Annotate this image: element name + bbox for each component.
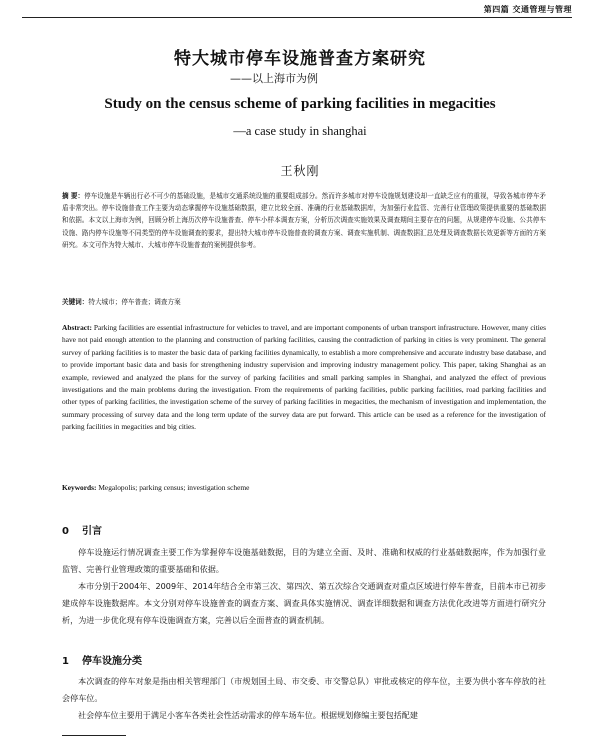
section-title: 引言: [82, 526, 102, 537]
section-number: 0: [62, 526, 69, 537]
keywords-cn-text: 特大城市；停车普查；调查方案: [88, 298, 181, 306]
paragraph: [62, 578, 546, 629]
section-heading-classification: [62, 652, 142, 667]
keywords-cn: [62, 296, 546, 306]
paragraph-text: 本市分别于2004年、2009年、2014年结合全市第三次、第四次、第五次综合交通调查对重点区域进行停车普查，目前本市已初步建成停车设施数据库。本文分别对停车设施普查的调查方案、调查具体实施情况、调查详细数据和调查方法优化改进等方面进行研究分析，为进一步优化现有停车设施调查方案，完善以后全面普查的调查机制。: [62, 581, 546, 625]
paper-title-cn: 特大城市停车设施普查方案研究: [174, 49, 426, 69]
paper-subtitle-en: —a case study in shanghai: [233, 124, 367, 138]
paragraph: [62, 673, 546, 707]
section-number: 1: [62, 656, 69, 667]
paragraph-text: 本次调查的停车对象是指由相关管理部门（市规划国土局、市交委、市交警总队）审批或核定的停车位，主要为供小客车停放的社会停车位。: [62, 676, 546, 703]
abstract-en-text: Parking facilities are essential infrastructure for vehicles to travel, and are important components of urban transport infrastructure. However, many cities have not paid enough attention to the planning and construction of parking facilities, causing the contradiction of parking in cities is very prominent. The general survey of parking facilities is to master the basic data of parking facilities dynamically, to establish a more comprehensive and accurate industry base database, and to provide important basic data and basis for strengthening industry supervision and improving industry management policy. This paper, taking Shanghai as an example, reviewed and analyzed the plans for the survey of parking facilities and small parking samples in Shanghai, and analyzed the effect of previous investigations and the main problems during the investigation. From the requirements of parking facilities, public parking facilities, road parking facilities and other types of parking facilities, the investigation scheme of the survey of parking facilities in megacities, the mechanism of investigation and implementation, the summary processing of survey data and the long term update of the survey data are put forward. This article can be used as a reference for the investigation of parking facilities in megacities and big cities.: [62, 323, 546, 432]
abstract-cn-text: 停车设施是车辆出行必不可少的基础设施，是城市交通系统设施的重要组成部分。然而许多城市对停车设施规划建设却一直缺乏应有的重视，导致各城市停车矛盾非常突出。停车设施普查工作主要为动态掌握停车设施基础数据，建立比较全面、准确的行业基础数据库，为加强行业监管、完善行业管理政策提供重要的基础数据和依据。本文以上海市为例，回顾分析上海历次停车设施普查、停车小样本调查方案，分析历次调查实施效果及调查期间主要存在的问题，从规建停车设施、公共停车设施、路内停车设施等不同类型的停车设施调查的要求，提出特大城市停车设施普查的调查方案、调查实施机制、调查数据汇总处理及调查数据长效更新等方面的方案研究。本文可作为特大城市、大城市停车设施普查的案例提供参考。: [62, 192, 547, 249]
section-heading-introduction: [62, 522, 102, 537]
keywords-en-label: Keywords:: [62, 483, 97, 492]
header-rule: [22, 17, 572, 18]
running-header: [0, 4, 590, 18]
header-section-title: 第四篇 交通管理与管理: [483, 5, 572, 14]
abstract-cn: [62, 190, 546, 251]
paper-title-en: Study on the census scheme of parking facilities in megacities: [104, 96, 496, 112]
author-name: 王秋刚: [280, 164, 320, 178]
section-title: 停车设施分类: [82, 656, 142, 667]
footnote-rule: [62, 735, 126, 736]
paragraph-text: 社会停车位主要用于满足小客车各类社会性活动需求的停车场车位。根据规划修编主要包括配建: [78, 710, 418, 720]
keywords-cn-label: 关键词：: [62, 298, 89, 306]
abstract-en-label: Abstract:: [62, 323, 92, 332]
paragraph: [62, 707, 546, 724]
abstract-en: [62, 322, 546, 434]
paragraph: [62, 544, 546, 578]
paper-subtitle-cn: ——以上海市为例: [230, 72, 318, 85]
abstract-cn-label: 摘 要：: [62, 192, 85, 200]
paragraph-text: 停车设施运行情况调查主要工作为掌握停车设施基础数据，目的为建立全面、及时、准确和权威的行业基础数据库，作为加强行业监管、完善行业管理政策的重要基础和依据。: [62, 547, 546, 574]
keywords-en-text: Megalopolis; parking census; investigation scheme: [98, 483, 250, 492]
keywords-en: [62, 483, 546, 492]
